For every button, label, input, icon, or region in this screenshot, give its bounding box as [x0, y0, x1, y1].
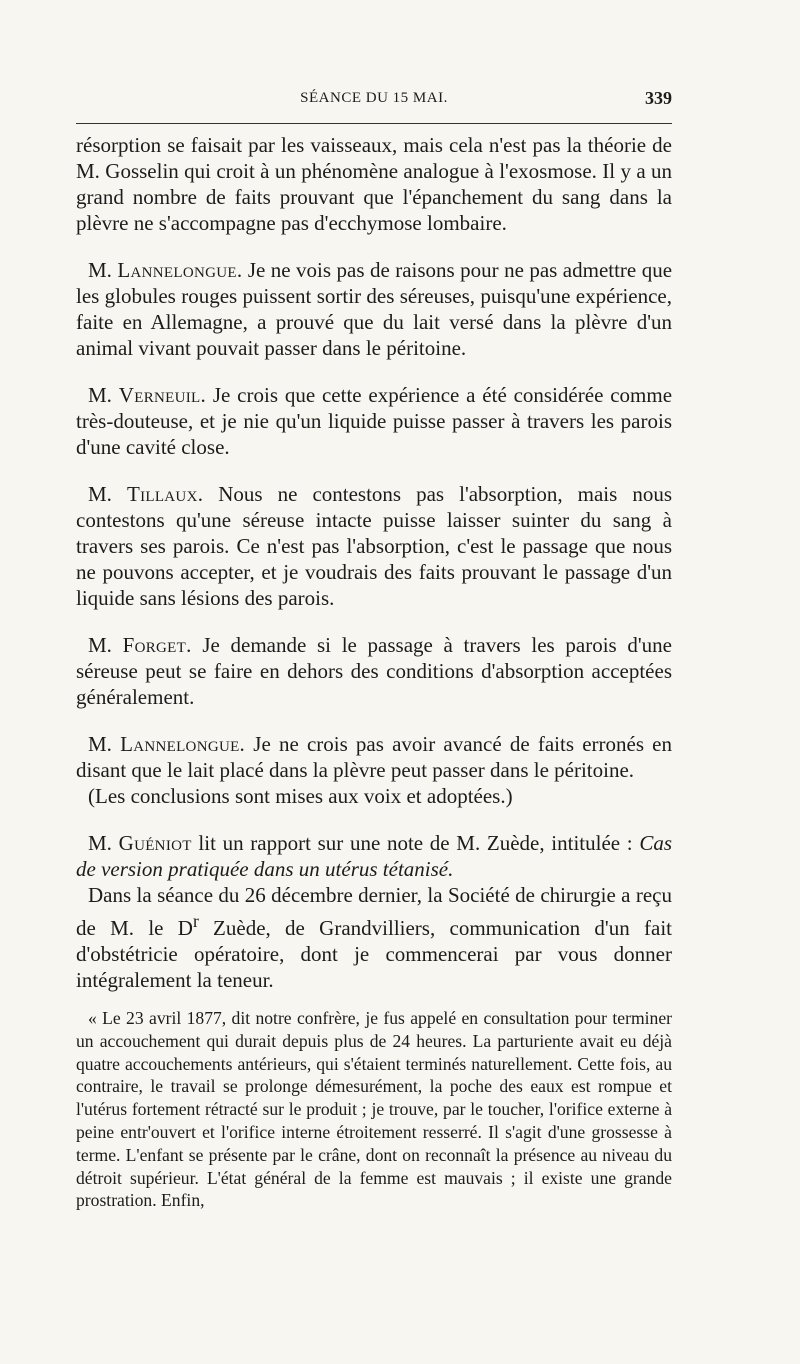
- paragraph-text: Je demande si le passage à travers les parois d'une séreuse peut se faire en dehors des conditions d'absorption acceptées généralement.: [76, 633, 672, 709]
- speaker-name: Verneuil.: [118, 383, 207, 407]
- paragraph-text: Nous ne contestons pas l'absorption, mais nous contestons qu'une séreuse intacte puisse laisser suinter du sang à travers ses parois. Ce n'est pas l'absorption, c'est le passage que nous ne pouvons accepter, et je voudrais des faits prouvant le passage d'un liquide sans lésions des parois.: [76, 482, 673, 610]
- quote-text: « Le 23 avril 1877, dit notre confrère, je fus appelé en consultation pour terminer un accouchement qui durait depuis plus de 24 heures. La parturiente avait eu déjà quatre accouchements antérieurs, qui s'étaient terminés naturellement. Cette fois, au contraire, le travail se prolonge démesurément, la poche des eaux est rompue et l'utérus fortement rétracté sur le produit ; je trouve, par le toucher, l'orifice externe à peine entr'ouvert et l'orifice interne étroitement resserré. Il s'agit d'une grossesse à terme. L'enfant se présente par le crâne, dont on reconnaît la présence au niveau du détroit supérieur. L'état général de la femme est mauvais ; il existe une grande prostration. Enfin,: [76, 1008, 672, 1211]
- running-header: [76, 90, 672, 116]
- speaker-prefix: M.: [88, 633, 112, 657]
- paragraph-text: Je ne crois pas avoir avancé de faits erronés en disant que le lait placé dans la plèvre peut passer dans le péritoine.: [76, 732, 672, 782]
- speaker-name: Forget.: [122, 633, 192, 657]
- speaker-name: Lannelongue.: [117, 258, 243, 282]
- paragraph-text: Je ne vois pas de raisons pour ne pas admettre que les globules rouges puissent sortir des séreuses, puisqu'une expérience, faite en Allemagne, a prouvé que du lait versé dans la plèvre d'un animal vivant pouvait passer dans le péritoine.: [76, 258, 673, 360]
- speaker-paragraph: [76, 481, 672, 611]
- paragraph: [76, 132, 672, 236]
- superscript: r: [192, 911, 199, 931]
- paragraph-text: résorption se faisait par les vaisseaux, mais cela n'est pas la théorie de M. Gosselin qui croit à un phénomène analogue à l'exosmose. Il y a un grand nombre de faits prouvant que l'épanchement du sang dans la plèvre ne s'accompagne pas d'ecchymose lombaire.: [76, 133, 672, 235]
- report-title: Cas de version pratiquée dans un utérus tétanisé.: [76, 831, 673, 881]
- paragraph: [76, 783, 672, 809]
- speaker-prefix: M.: [88, 831, 112, 855]
- speaker-paragraph: [76, 731, 672, 783]
- speaker-paragraph: [76, 382, 672, 460]
- speaker-paragraph: [76, 257, 672, 361]
- header-rule: [76, 123, 672, 124]
- paragraph-text: Je crois que cette expérience a été considérée comme très-douteuse, et je nie qu'un liquide puisse passer à travers les parois d'une cavité close.: [76, 383, 673, 459]
- main-text: [76, 132, 672, 993]
- paragraph-text: lit un rapport sur une note de M. Zuède, intitulée :: [198, 831, 633, 855]
- speaker-name: Guéniot: [118, 831, 192, 855]
- speaker-name: Tillaux.: [126, 482, 204, 506]
- paragraph-text: Zuède, de Grandvilliers, communication d'un fait d'obstétricie opératoire, dont je commencerai par vous donner intégralement la teneur.: [76, 916, 672, 992]
- header-title: SÉANCE DU 15 MAI.: [300, 90, 448, 106]
- speaker-prefix: M.: [88, 482, 112, 506]
- paragraph-text: (Les conclusions sont mises aux voix et adoptées.): [88, 784, 513, 808]
- speaker-prefix: M.: [88, 732, 112, 756]
- paragraph-text: Dans la séance du 26 décembre dernier, la Société de chirurgie a reçu de M. le D: [76, 883, 672, 940]
- speaker-name: Lannelongue.: [120, 732, 246, 756]
- speaker-paragraph: [76, 830, 672, 882]
- speaker-paragraph: [76, 632, 672, 710]
- paragraph: [76, 882, 672, 993]
- quoted-letter: [76, 1007, 672, 1212]
- speaker-prefix: M.: [88, 258, 112, 282]
- page-number: 339: [645, 88, 672, 108]
- speaker-prefix: M.: [88, 383, 112, 407]
